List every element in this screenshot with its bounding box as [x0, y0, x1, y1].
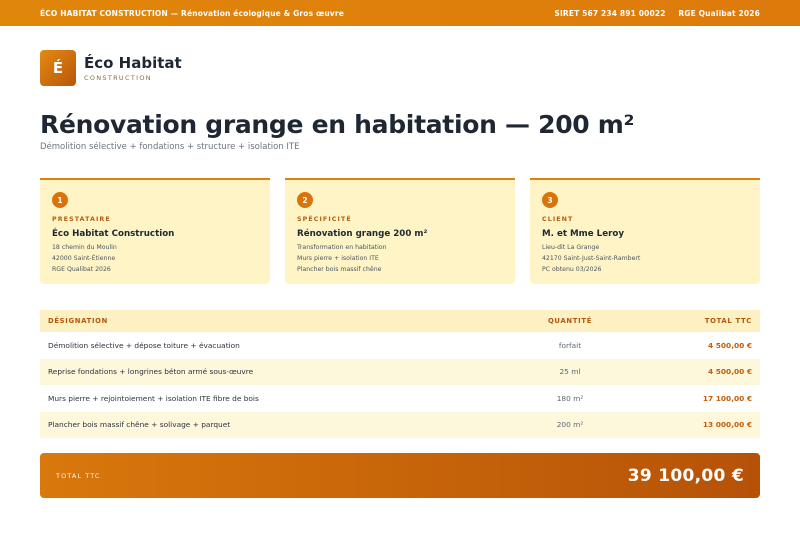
card-heading: Rénovation grange 200 m² [297, 229, 428, 239]
card-details [52, 242, 258, 276]
total-banner [40, 453, 760, 498]
card-heading: M. et Mme Leroy [542, 229, 624, 239]
row-total: 13 000,00 € [702, 420, 752, 430]
row-total: 4 500,00 € [708, 340, 752, 350]
card-client [530, 178, 760, 284]
card-line: PC obtenu 03/2026 [542, 266, 602, 274]
column-header-total: TOTAL TTC [704, 317, 752, 325]
siret-number: SIRET 567 234 891 00022 [554, 8, 666, 18]
total-amount: 39 100,00 € [627, 465, 744, 486]
company-logo: É [40, 50, 76, 86]
row-designation: Reprise fondations + longrines béton armé sous-œuvre [48, 367, 254, 377]
document-title: Rénovation grange en habitation — 200 m² [40, 110, 635, 139]
brand-text [84, 54, 182, 82]
card-line: 18 chemin du Moulin [52, 244, 117, 251]
card-prestataire [40, 178, 270, 284]
table-row [40, 385, 760, 412]
row-designation: Plancher bois massif chêne + solivage + parquet [48, 420, 231, 430]
row-quantite: 25 ml [559, 367, 581, 377]
quote-table [40, 310, 760, 438]
card-line: Transformation en habitation [297, 244, 387, 251]
total-label: TOTAL TTC [56, 471, 101, 480]
table-header [40, 310, 760, 332]
card-line: Lieu-dit La Grange [542, 244, 600, 251]
card-line: Plancher bois massif chêne [297, 266, 382, 274]
card-line: RGE Qualibat 2026 [52, 266, 111, 274]
table-row [40, 332, 760, 359]
company-credentials [554, 9, 760, 18]
column-header-designation: DÉSIGNATION [48, 317, 109, 325]
row-quantite: forfait [558, 340, 582, 350]
table-row [40, 359, 760, 386]
card-label: SPÉCIFICITÉ [297, 216, 352, 223]
card-line: Murs pierre + isolation ITE [297, 255, 379, 263]
card-details [542, 242, 748, 276]
step-number-badge: 3 [542, 192, 558, 208]
company-tagline: ÉCO HABITAT CONSTRUCTION — Rénovation écologique & Gros œuvre [40, 8, 344, 18]
table-row [40, 412, 760, 439]
rge-certification: RGE Qualibat 2026 [678, 8, 760, 18]
row-designation: Murs pierre + rejointoiement + isolation ITE fibre de bois [48, 393, 259, 403]
card-details [297, 242, 503, 276]
step-number-badge: 2 [297, 192, 313, 208]
row-total: 17 100,00 € [702, 393, 752, 403]
card-label: CLIENT [542, 216, 574, 223]
brand-header [40, 50, 182, 86]
row-quantite: 180 m² [556, 393, 584, 403]
column-header-quantite: QUANTITÉ [547, 317, 593, 325]
card-line: 42170 Saint-Just-Saint-Rambert [542, 255, 641, 263]
row-quantite: 200 m² [556, 420, 584, 430]
document-subtitle: Démolition sélective + fondations + structure + isolation ITE [40, 142, 300, 152]
row-designation: Démolition sélective + dépose toiture + évacuation [48, 340, 240, 350]
step-number-badge: 1 [52, 192, 68, 208]
brand-subtitle: CONSTRUCTION [84, 74, 152, 82]
card-heading: Éco Habitat Construction [52, 229, 175, 239]
card-line: 42000 Saint-Étienne [52, 255, 116, 263]
card-label: PRESTATAIRE [52, 216, 111, 223]
row-total: 4 500,00 € [708, 367, 752, 377]
brand-name: Éco Habitat [84, 54, 182, 72]
card-specificite [285, 178, 515, 284]
top-banner [0, 0, 800, 26]
